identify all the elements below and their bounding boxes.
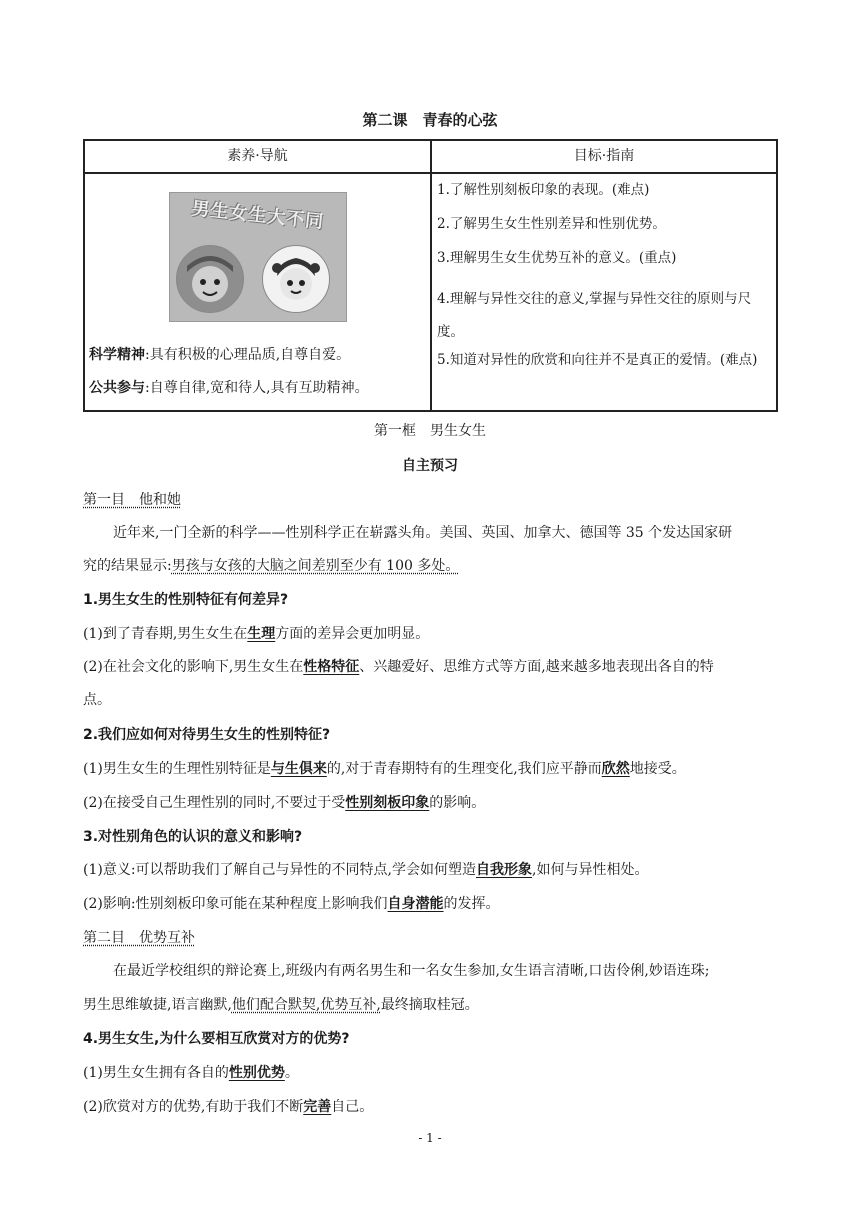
goals-cell	[431, 173, 777, 411]
q4-title: 4.男生女生,为什么要相互欣赏对方的优势?	[83, 1031, 350, 1047]
q2-answer2	[83, 792, 485, 812]
lesson-title: 第二课 青春的心弦	[362, 111, 498, 129]
q4-answer1	[83, 1062, 299, 1082]
q4-a1-post: 。	[284, 1065, 299, 1081]
part2-intro-line1: 在最近学校组织的辩论赛上,班级内有两名男生和一名女生参加,女生语言清晰,口齿伶俐,妙语连珠;	[113, 963, 710, 979]
part1-intro-a: 究的结果显示:	[83, 558, 172, 574]
preview-title: 自主预习	[402, 458, 458, 474]
q4-answer2	[83, 1096, 373, 1116]
q2-a2-post: 的影响。	[429, 795, 486, 811]
q3-answer1	[83, 859, 648, 879]
q3-a1-post: ,如何与异性相处。	[532, 862, 649, 878]
part1-heading: 第一目 他和她	[83, 492, 181, 508]
goal-item: 5.知道对异性的欣赏和向往并不是真正的爱情。(难点)	[437, 352, 758, 368]
left-header: 素养·导航	[84, 140, 431, 173]
q1-answer2-cont: 点。	[83, 692, 111, 708]
boy-face-icon	[176, 245, 244, 313]
q3-a2-post: 的发挥。	[443, 896, 500, 912]
q1-a2-post: 、兴趣爱好、思维方式等方面,越来越多地表现出各自的特	[359, 659, 714, 675]
q2-a1-mid: 的,对于青春期特有的生理变化,我们应平静而	[326, 761, 602, 777]
part2-intro-line2	[83, 994, 479, 1014]
part2-intro-b: 他们配合默契,优势互补,	[231, 997, 381, 1013]
public-line	[89, 377, 369, 397]
q1-answer1	[83, 623, 429, 643]
q1-title: 1.男生女生的性别特征有何差异?	[83, 592, 289, 608]
q1-a1-pre: (1)到了青春期,男生女生在	[83, 626, 248, 642]
guide-table	[83, 139, 778, 412]
q1-a2-pre: (2)在社会文化的影响下,男生女生在	[83, 659, 304, 675]
goal-item: 2.了解男生女生性别差异和性别优势。	[437, 216, 666, 232]
q2-a1-pre: (1)男生女生的生理性别特征是	[83, 761, 271, 777]
science-text: :具有积极的心理品质,自尊自爱。	[145, 347, 351, 363]
part2-intro-a: 男生思维敏捷,语言幽默,	[83, 997, 232, 1013]
goal-item: 4.理解与异性交往的意义,掌握与异性交往的原则与尺度。	[437, 291, 752, 340]
goal-item: 1.了解性别刻板印象的表现。(难点)	[437, 182, 650, 198]
q3-answer2	[83, 893, 500, 913]
q3-title: 3.对性别角色的认识的意义和影响?	[83, 829, 303, 845]
q1-a1-key: 生理	[247, 626, 276, 642]
q4-a1-key: 性别优势	[228, 1065, 285, 1081]
q1-a1-post: 方面的差异会更加明显。	[275, 626, 430, 642]
goal-item: 3.理解男生女生优势互补的意义。(重点)	[437, 250, 677, 266]
q3-a1-pre: (1)意义:可以帮助我们了解自己与异性的不同特点,学会如何塑造	[83, 862, 476, 878]
q4-a2-post: 自己。	[331, 1099, 374, 1115]
q1-answer2	[83, 656, 714, 676]
q2-a2-key: 性别刻板印象	[345, 795, 430, 811]
section-title: 第一框 男生女生	[374, 423, 486, 439]
q3-a2-key: 自身潜能	[387, 896, 444, 912]
q3-a1-key: 自我形象	[476, 862, 532, 878]
q2-answer1	[83, 758, 686, 778]
q2-a1-key1: 与生俱来	[270, 761, 327, 777]
page-number: - 1 -	[418, 1131, 442, 1145]
q2-a2-pre: (2)在接受自己生理性别的同时,不要过于受	[83, 795, 346, 811]
illustration-title: 男生女生大不同	[190, 198, 326, 233]
part1-intro-line2	[83, 555, 459, 575]
literacy-cell	[84, 173, 431, 411]
public-label: 公共参与	[89, 380, 145, 396]
science-line	[89, 344, 350, 364]
q2-a1-post: 地接受。	[629, 761, 686, 777]
part2-heading: 第二目 优势互补	[83, 930, 195, 946]
q4-a2-pre: (2)欣赏对方的优势,有助于我们不断	[83, 1099, 304, 1115]
q1-a2-key: 性格特征	[303, 659, 360, 675]
q2-title: 2.我们应如何对待男生女生的性别特征?	[83, 727, 331, 743]
girl-face-icon	[262, 245, 330, 313]
illustration-image	[169, 192, 347, 322]
public-text: :自尊自律,宽和待人,具有互助精神。	[145, 380, 369, 396]
right-header: 目标·指南	[431, 140, 777, 173]
q4-a2-key: 完善	[303, 1099, 332, 1115]
q2-a1-key2: 欣然	[601, 761, 630, 777]
q3-a2-pre: (2)影响:性别刻板印象可能在某种程度上影响我们	[83, 896, 388, 912]
part2-intro-c: 最终摘取桂冠。	[380, 997, 479, 1013]
part1-intro-b: 男孩与女孩的大脑之间差别至少有 100 多处。	[171, 558, 460, 574]
science-label: 科学精神	[89, 347, 145, 363]
part1-intro-line1: 近年来,一门全新的科学——性别科学正在崭露头角。美国、英国、加拿大、德国等 35 个发达国家研	[113, 525, 733, 541]
q4-a1-pre: (1)男生女生拥有各自的	[83, 1065, 229, 1081]
